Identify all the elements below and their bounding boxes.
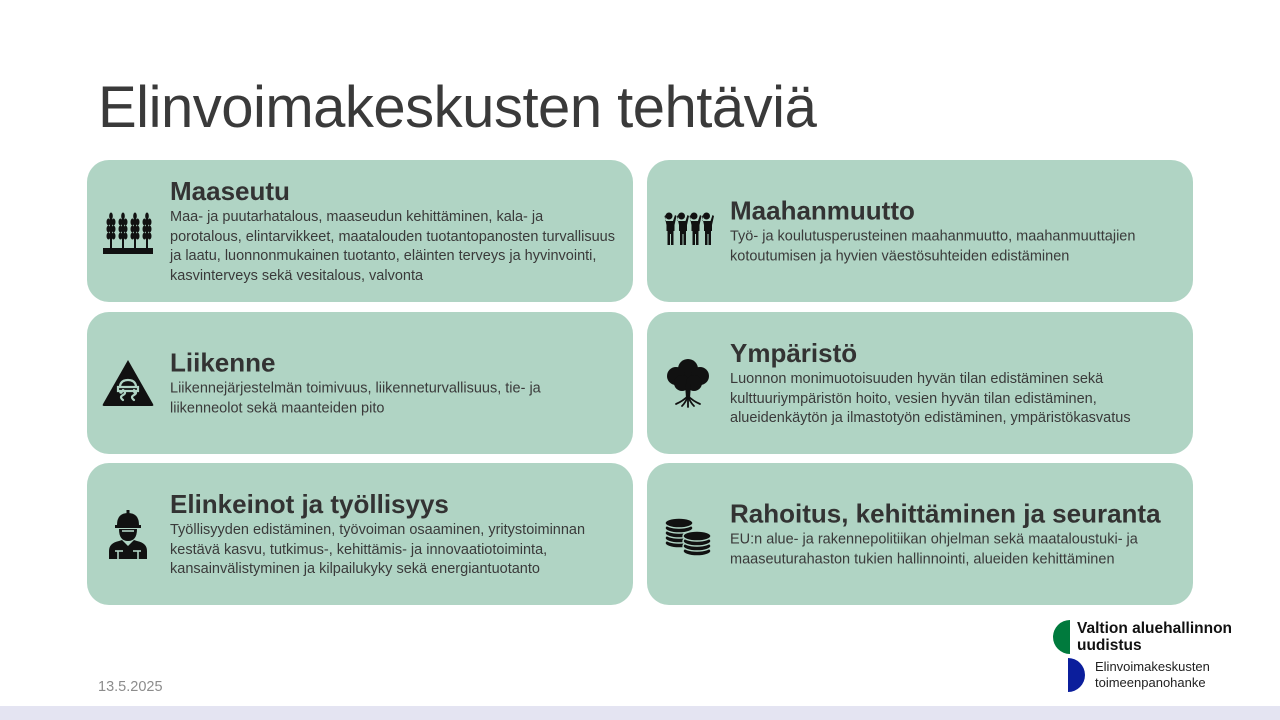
logo-title: Valtion aluehallinnon uudistus — [1077, 620, 1233, 654]
card-heading: Elinkeinot ja työllisyys — [170, 488, 449, 519]
card-rahoitus — [647, 463, 1193, 605]
card-heading: Maahanmuutto — [730, 195, 915, 226]
card-heading: Maaseutu — [170, 176, 290, 206]
logo-blue-mark-icon — [1068, 658, 1086, 692]
card-ymparisto — [647, 312, 1193, 454]
card-description: Työ- ja koulutusperusteinen maahanmuutto, maahanmuuttajien kotoutumisen ja hyvien väestösuhteiden edistäminen — [730, 228, 1136, 264]
card-description: Maa- ja puutarhatalous, maaseudun kehittäminen, kala- ja porotalous, elintarvikkeet, maatalouden tuotantopanosten turvallisuus ja laatu, luonnonmukainen tuotanto, eläinten terveys ja hyvinvointi, kasvinterveys sekä vesitalous, valvonta — [170, 209, 615, 284]
card-liikenne — [87, 312, 633, 454]
logo — [1052, 618, 1262, 696]
wheat-icon — [101, 204, 155, 258]
card-description: Työllisyyden edistäminen, työvoiman osaaminen, yritystoiminnan kestävä kasvu, tutkimus-, kehittämis- ja innovaatiotoiminta, kansainvälistyminen ja kilpailukyky sekä energiantuotanto — [170, 521, 586, 577]
card-maahanmuutto — [647, 160, 1193, 302]
worker-helmet-icon — [101, 507, 155, 561]
slide-title: Elinvoimakeskusten tehtäviä — [98, 75, 817, 140]
tree-icon — [661, 356, 715, 410]
slide-date: 13.5.2025 — [98, 679, 163, 695]
card-maaseutu — [87, 160, 633, 302]
footer-bar — [0, 706, 1280, 720]
card-heading: Rahoitus, kehittäminen ja seuranta — [730, 498, 1161, 529]
coins-icon — [661, 507, 715, 561]
card-description: Luonnon monimuotoisuuden hyvän tilan edistäminen sekä kulttuuriympäristön hoito, vesien hyvän tilan edistäminen, alueidenkäytön ja ilmastotyön edistäminen, ympäristökasvatus — [730, 370, 1131, 426]
logo-green-mark-icon — [1052, 620, 1070, 654]
card-heading: Ympäristö — [730, 337, 858, 368]
slippery-road-warning-icon — [101, 356, 155, 410]
card-heading: Liikenne — [170, 347, 276, 378]
card-elinkeinot — [87, 463, 633, 605]
card-description: EU:n alue- ja rakennepolitiikan ohjelman sekä maataloustuki- ja maaseuturahaston tukien hallinnointi, alueiden kehittäminen — [730, 531, 1138, 567]
people-group-icon — [661, 204, 715, 258]
card-description: Liikennejärjestelmän toimivuus, liikenneturvallisuus, tie- ja liikenneolot sekä maanteiden pito — [170, 380, 541, 416]
logo-subtitle: Elinvoimakeskusten toimeenpanohanke — [1095, 659, 1210, 690]
